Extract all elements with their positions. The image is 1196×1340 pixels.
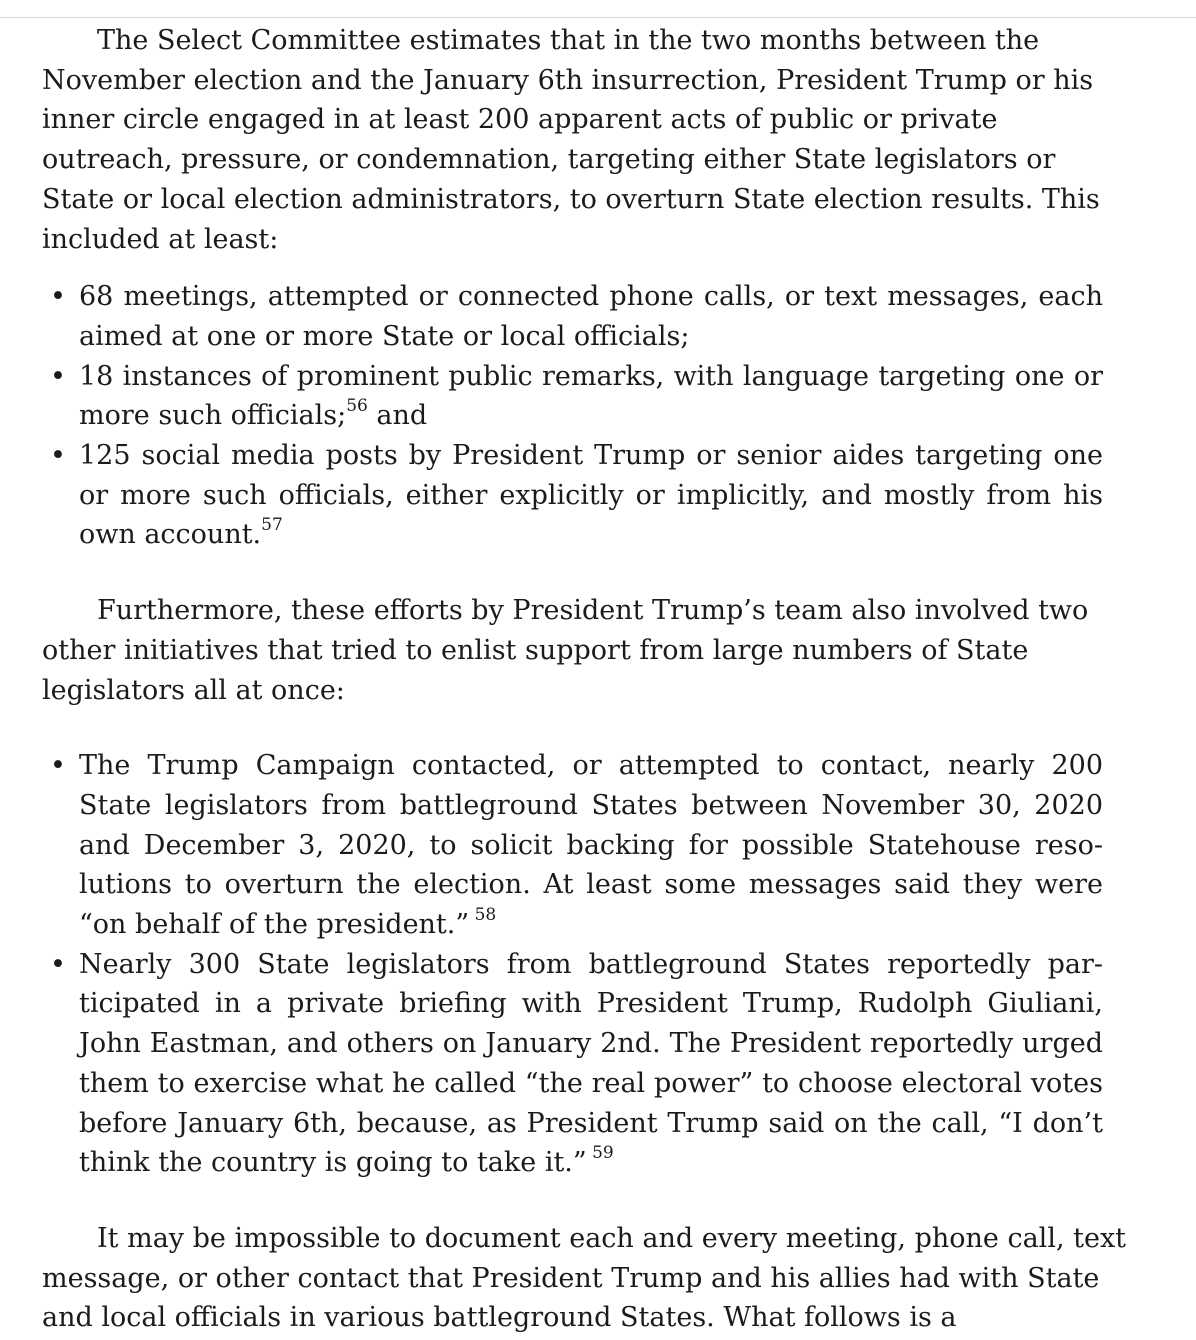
initiatives-list xyxy=(42,746,1152,1183)
list-item-text: 18 instances of prominent public remarks, with language targeting one or more such officials; xyxy=(79,360,1103,432)
list-item xyxy=(42,945,1103,1183)
top-divider xyxy=(0,17,1196,18)
footnote-marker: 56 xyxy=(346,396,368,417)
list-item xyxy=(42,746,1103,945)
bullet-icon: • xyxy=(50,360,66,392)
outreach-counts-list xyxy=(42,277,1152,555)
paragraph-select-committee-estimate: The Select Committee estimates that in the two months between the November election and the January 6th insurrection, President Trump or his inner circle engaged in at least 200 apparent acts of public or private outreach, pressure, or condemnation, targeting either State legislators or State or local election administrators, to overturn State election results. This included at least: xyxy=(42,25,1100,255)
footnote-marker: 57 xyxy=(261,515,283,536)
paragraph-other-initiatives: Furthermore, these efforts by President Trump’s team also involved two other initiatives that tried to enlist support from large numbers of State legislators all at once: xyxy=(42,595,1089,706)
list-item xyxy=(42,357,1103,436)
list-item-text: The Trump Campaign contacted, or attempted to contact, nearly 200 State legislators from battleground States between November 30, 2020 and December 3, 2020, to solicit backing for possible Statehouse resolutions to overturn the election. At least some messages said they were “on behalf of the president.” xyxy=(79,750,1103,941)
bullet-icon: • xyxy=(50,440,66,472)
list-item-text: Nearly 300 State legislators from battleground States reportedly participated in a private briefing with President Trump, Rudolph Giuliani, John Eastman, and others on January 2nd. The President reportedly urged them to exercise what he called “the real power” to choose electoral votes before January 6th, because, as President Trump said on the call, “I don’t think the country is going to take it.” xyxy=(79,948,1103,1179)
bullet-icon: • xyxy=(50,948,66,980)
footnote-marker: 59 xyxy=(592,1143,614,1164)
list-item xyxy=(42,436,1103,555)
list-item xyxy=(42,277,1103,356)
paragraph-documentation-note: It may be impossible to document each and every meeting, phone call, text message, or other contact that President Trump and his allies had with State and local officials in various battleground States. What follows is a xyxy=(42,1222,1127,1334)
list-item-text: 68 meetings, attempted or connected phone calls, or text messages, each aimed at one or more State or local officials; xyxy=(79,281,1103,352)
bullet-icon: • xyxy=(50,750,66,782)
footnote-marker: 58 xyxy=(474,905,497,926)
list-item-trailing-text: and xyxy=(367,400,428,432)
list-item-text: 125 social media posts by President Trump or senior aides targeting one or more such officials, either explicitly or implicitly, and mostly from his own account. xyxy=(79,440,1103,551)
bullet-icon: • xyxy=(50,281,66,313)
document-body xyxy=(42,21,1152,1338)
